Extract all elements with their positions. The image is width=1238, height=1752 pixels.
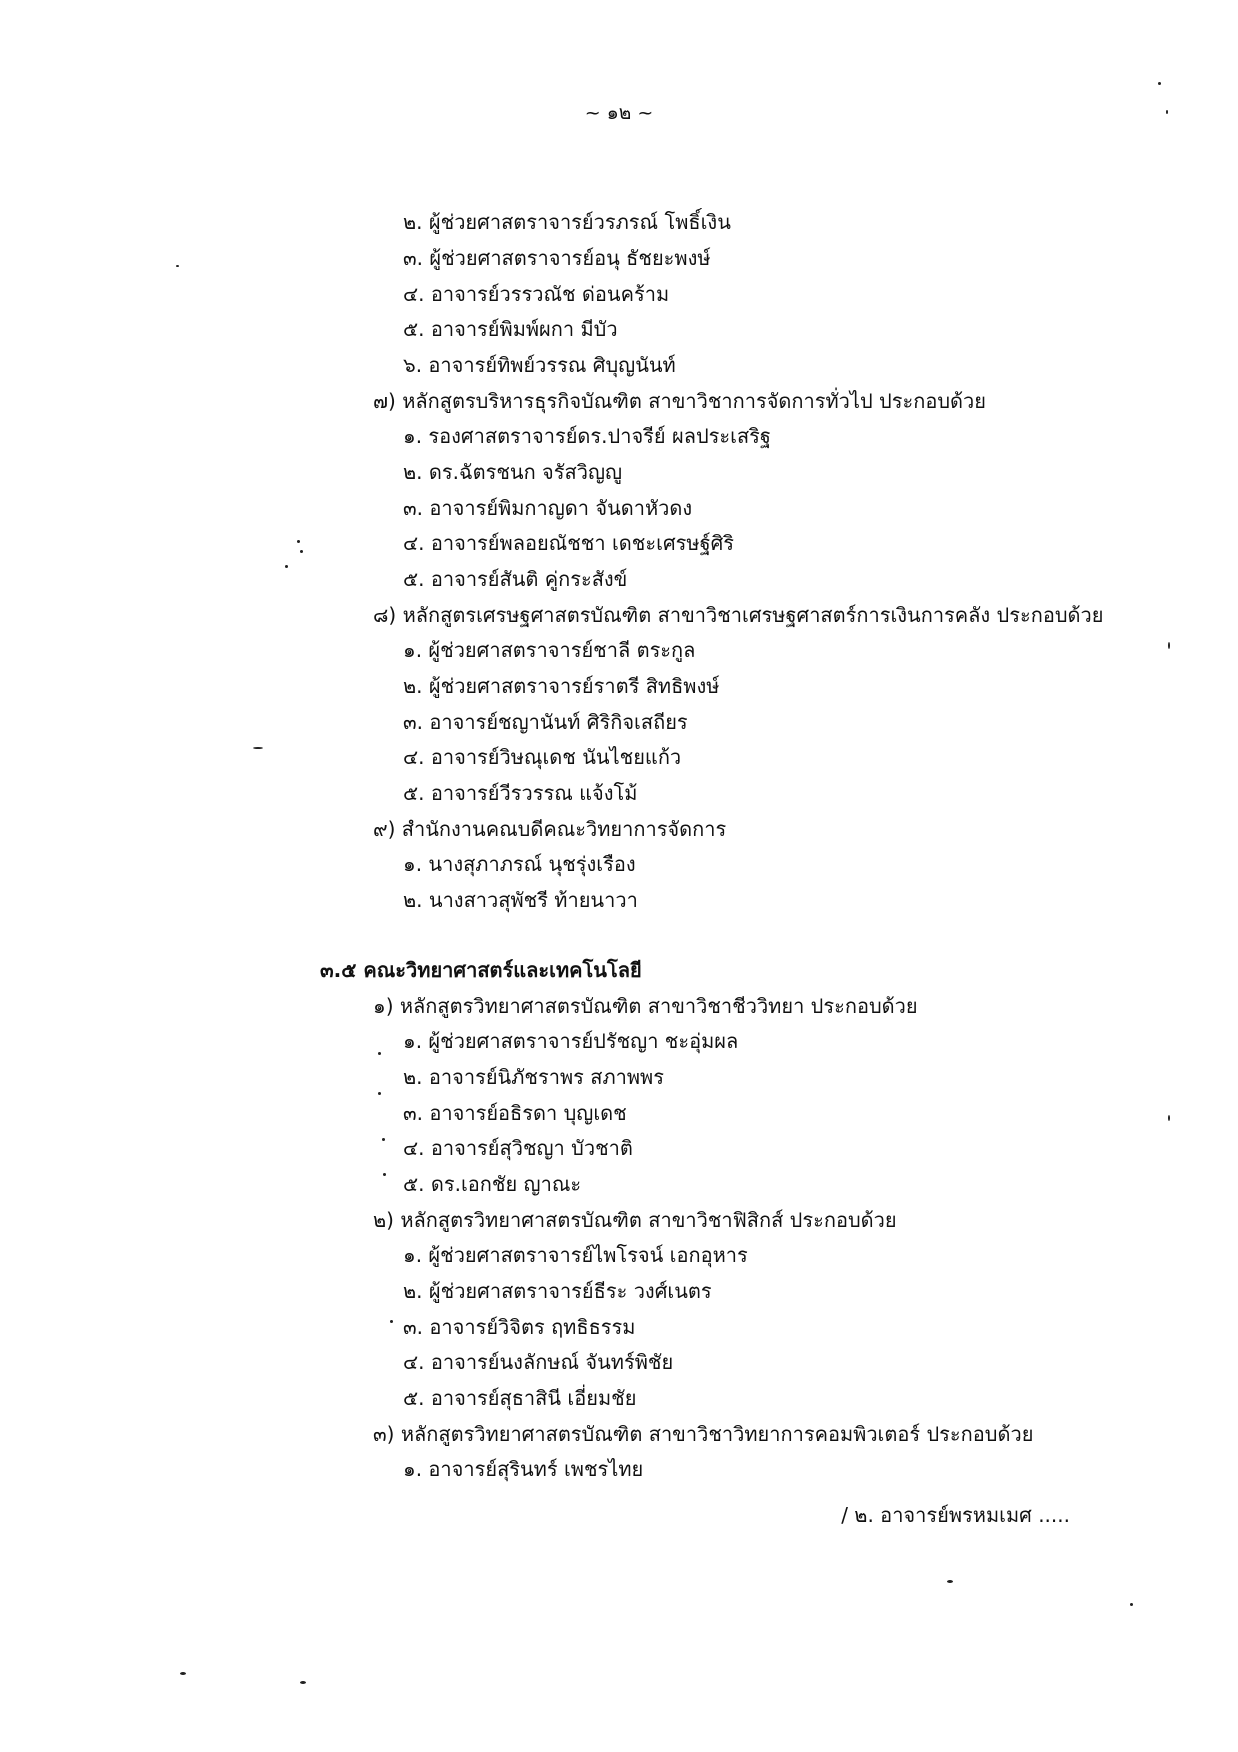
faculty-heading: ๓.๕ คณะวิทยาศาสตร์และเทคโนโลยี [320,958,642,982]
list-item: ๕. อาจารย์พิมพ์ผกา มีบัว [403,317,618,341]
list-item: ๖. อาจารย์ทิพย์วรรณ ศิบุญนันท์ [403,353,676,377]
list-item: ๕. ดร.เอกชัย ญาณะ [403,1172,582,1196]
list-item: ๕. อาจารย์สุธาสินี เอี่ยมชัย [403,1386,637,1410]
list-item: ๑. อาจารย์สุรินทร์ เพชรไทย [403,1457,644,1481]
list-item: ๓. อาจารย์อธิรดา บุญเดช [403,1101,627,1125]
page-number: ~ ๑๒ ~ [584,102,654,124]
list-item: ๒. ผู้ช่วยศาสตราจารย์ธีระ วงศ์เนตร [403,1279,712,1303]
program-heading: ๗) หลักสูตรบริหารธุรกิจบัณฑิต สาขาวิชาการจัดการทั่วไป ประกอบด้วย [373,389,986,413]
list-item: ๓. อาจารย์ชญานันท์ ศิริกิจเสถียร [403,710,688,734]
list-item: ๔. อาจารย์วรรวณัช ด่อนคร้าม [403,282,670,306]
list-item: ๔. อาจารย์พลอยณัชชา เดชะเศรษฐ์ศิริ [403,531,735,555]
list-item: ๒. นางสาวสุพัชรี ท้ายนาวา [403,888,638,912]
list-item: ๑. ผู้ช่วยศาสตราจารย์ไพโรจน์ เอกอุหาร [403,1243,748,1267]
list-item: ๔. อาจารย์วิษณุเดช นันไชยแก้ว [403,745,682,769]
list-item: ๒. ดร.ฉัตรชนก จรัสวิญญู [403,460,623,484]
list-item: ๑. ผู้ช่วยศาสตราจารย์ชาลี ตระกูล [403,638,696,662]
list-item: ๒. อาจารย์นิภัชราพร สภาพพร [403,1065,664,1089]
list-item: ๓. อาจารย์พิมกาญดา จันดาหัวดง [403,496,693,520]
program-heading: ๓) หลักสูตรวิทยาศาสตรบัณฑิต สาขาวิชาวิทยาการคอมพิวเตอร์ ประกอบด้วย [373,1422,1034,1446]
list-item: ๓. อาจารย์วิจิตร ฤทธิธรรม [403,1315,636,1339]
list-item: ๔. อาจารย์นงลักษณ์ จันทร์พิชัย [403,1350,674,1374]
list-item: ๕. อาจารย์วีรวรรณ แจ้งโม้ [403,781,638,805]
list-item: ๑. นางสุภาภรณ์ นุชรุ่งเรือง [403,852,636,876]
list-item: ๒. ผู้ช่วยศาสตราจารย์ราตรี สิทธิพงษ์ [403,674,720,698]
list-item: ๕. อาจารย์สันติ คู่กระสังข์ [403,567,628,591]
continuation-note: / ๒. อาจารย์พรหมเมศ ..... [841,1503,1070,1527]
list-item: ๑. รองศาสตราจารย์ดร.ปาจรีย์ ผลประเสริฐ [403,424,771,448]
list-item: ๓. ผู้ช่วยศาสตราจารย์อนุ ธัชยะพงษ์ [403,246,711,270]
list-item: ๔. อาจารย์สุวิชญา บัวชาติ [403,1136,633,1160]
program-heading: ๒) หลักสูตรวิทยาศาสตรบัณฑิต สาขาวิชาฟิสิกส์ ประกอบด้วย [373,1208,897,1232]
program-heading: ๙) สำนักงานคณบดีคณะวิทยาการจัดการ [373,817,727,841]
program-heading: ๑) หลักสูตรวิทยาศาสตรบัณฑิต สาขาวิชาชีววิทยา ประกอบด้วย [373,994,918,1018]
list-item: ๒. ผู้ช่วยศาสตราจารย์วรภรณ์ โพธิ์เงิน [403,210,731,234]
list-item: ๑. ผู้ช่วยศาสตราจารย์ปรัชญา ชะอุ่มผล [403,1029,739,1053]
program-heading: ๘) หลักสูตรเศรษฐศาสตรบัณฑิต สาขาวิชาเศรษฐศาสตร์การเงินการคลัง ประกอบด้วย [373,603,1104,627]
